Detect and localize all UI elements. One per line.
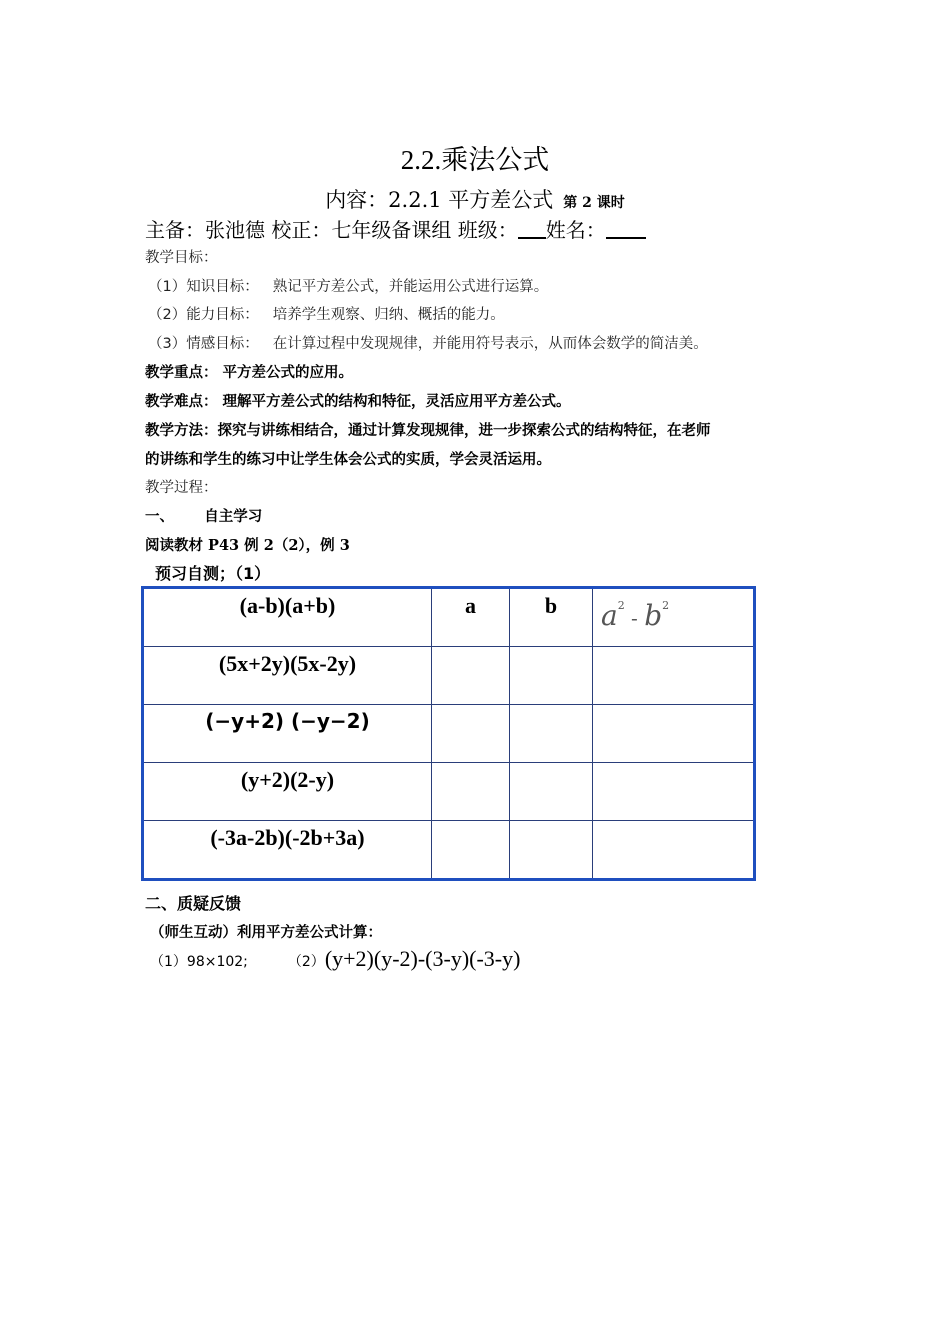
preview-table [141, 586, 756, 881]
table-row [143, 705, 755, 763]
row-expression: (y+2)(2-y) [240, 767, 335, 792]
exercise-1: （1）98×102; [150, 954, 248, 970]
process-heading: 教学过程： [145, 480, 218, 496]
formula-b: b [644, 599, 663, 632]
difficulty: 教学难点： 理解平方差公式的结构和特征，灵活应用平方差公式。 [145, 394, 571, 410]
answer-cell [593, 763, 755, 821]
answer-cell [432, 763, 510, 821]
answer-cell [593, 821, 755, 880]
answer-cell [510, 647, 593, 705]
section-self-study: 一、 自主学习 [145, 509, 263, 525]
table-row [143, 821, 755, 880]
formula-minus: - [624, 606, 645, 630]
table-cell [432, 588, 510, 647]
exercise-2-label: （2） [287, 954, 325, 970]
table-cell [593, 588, 755, 647]
table-cell [143, 647, 432, 705]
answer-cell [432, 647, 510, 705]
row-expression: (−y+2) (−y−2) [205, 709, 370, 733]
exercise-2-expression: (y+2)(y-2)-(3-y)(-3-y) [324, 946, 521, 971]
objective-text: 培养学生观察、归纳、概括的能力。 [272, 307, 505, 323]
answer-cell [510, 821, 593, 880]
table-row [143, 763, 755, 821]
lesson-content: 内容：2.2.1 平方差公式 [325, 188, 554, 212]
answer-cell [510, 763, 593, 821]
objective-text: 在计算过程中发现规律，并能用符号表示，从而体会数学的简洁美。 [272, 336, 708, 352]
formula-exponent: 2 [662, 599, 670, 612]
answer-cell [432, 705, 510, 763]
row-expression: (5x+2y)(5x-2y) [218, 651, 357, 676]
header-b: b [544, 593, 558, 618]
author-info: 主备：张池德 校正：七年级备课组 班级： [145, 218, 518, 242]
table-row [143, 588, 755, 647]
table-cell [143, 705, 432, 763]
name-label: 姓名： [545, 218, 606, 242]
lesson-number: 第 2 课时 [563, 195, 625, 211]
class-blank [518, 217, 546, 239]
formula-exponent: 2 [617, 599, 625, 612]
name-blank [606, 217, 646, 239]
objective-ability [148, 303, 505, 324]
objective-emotion [148, 332, 708, 353]
difference-of-squares-formula [601, 599, 669, 632]
author-line [145, 214, 646, 243]
table-cell [143, 763, 432, 821]
teaching-method-line2: 的讲练和学生的练习中让学生体会公式的实质，学会灵活运用。 [145, 452, 551, 468]
row-expression: (-3a-2b)(-2b+3a) [210, 825, 365, 850]
teaching-method-line1: 教学方法：探究与讲练相结合，通过计算发现规律，进一步探索公式的结构特征，在老师 [145, 423, 711, 439]
objective-text: 熟记平方差公式，并能运用公式进行运算。 [272, 279, 549, 295]
answer-cell [432, 821, 510, 880]
page-title: 2.2.乘法公式 [400, 145, 550, 175]
objectives-heading: 教学目标： [145, 250, 218, 266]
answer-cell [593, 647, 755, 705]
section-feedback: 二、质疑反馈 [145, 894, 242, 913]
objective-label: （2）能力目标： [148, 307, 259, 323]
objective-label: （3）情感目标： [148, 336, 259, 352]
answer-cell [593, 705, 755, 763]
calculation-exercises [150, 946, 520, 972]
table-cell [143, 588, 432, 647]
formula-a: a [601, 599, 618, 632]
answer-cell [510, 705, 593, 763]
lesson-subtitle [0, 184, 950, 214]
table-cell [510, 588, 593, 647]
interaction-instruction: （师生互动）利用平方差公式计算： [150, 925, 382, 941]
header-a: a [465, 593, 476, 618]
preview-test: 预习自测；（1） [155, 564, 271, 583]
reading-assignment: 阅读教材 P43 例 2（2），例 3 [145, 537, 350, 554]
objective-knowledge [148, 275, 548, 296]
table-row [143, 647, 755, 705]
table-cell [143, 821, 432, 880]
objective-label: （1）知识目标： [148, 279, 259, 295]
key-point: 教学重点： 平方差公式的应用。 [145, 365, 354, 381]
header-expression: (a-b)(a+b) [239, 593, 336, 618]
